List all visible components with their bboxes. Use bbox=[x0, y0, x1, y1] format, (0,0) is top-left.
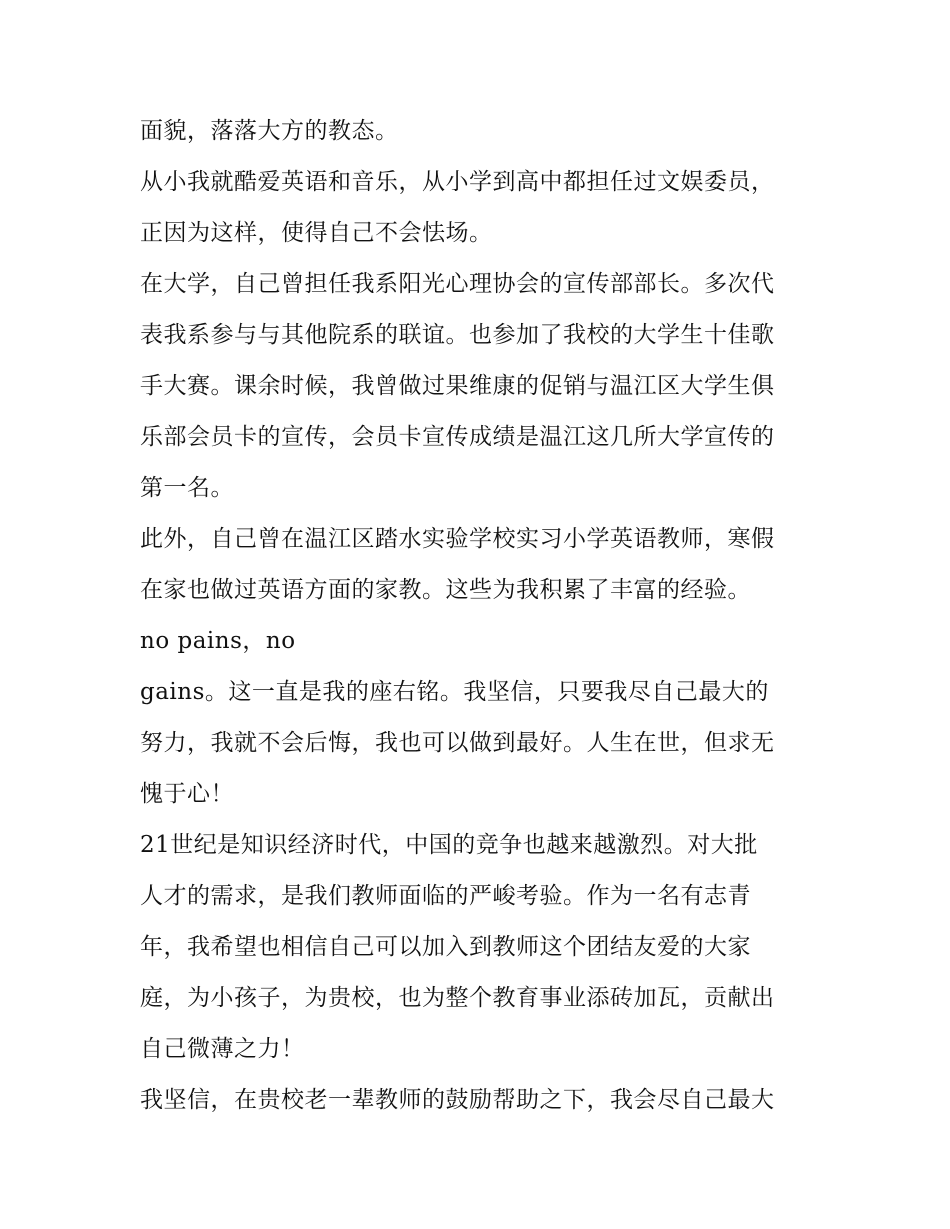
text-line: 手大赛。课余时候，我曾做过果维康的促销与温江区大学生俱 bbox=[140, 373, 775, 399]
text-line: 自己微薄之力！ bbox=[140, 1036, 305, 1062]
text-line: 面貌，落落大方的教态。 bbox=[140, 118, 399, 144]
text-line: gains。这一直是我的座右铭。我坚信，只要我尽自己最大的 bbox=[140, 679, 769, 705]
text-line: 愧于心！ bbox=[140, 781, 234, 807]
text-line: 正因为这样，使得自己不会怯场。 bbox=[140, 220, 493, 246]
text-line: 此外，自己曾在温江区踏水实验学校实习小学英语教师，寒假 bbox=[140, 526, 775, 552]
text-line: 在家也做过英语方面的家教。这些为我积累了丰富的经验。 bbox=[140, 577, 751, 603]
text-line: 我坚信，在贵校老一辈教师的鼓励帮助之下，我会尽自己最大 bbox=[140, 1087, 775, 1113]
text-line: 21世纪是知识经济时代，中国的竞争也越来越激烈。对大批 bbox=[140, 832, 758, 858]
text-line: 第一名。 bbox=[140, 475, 234, 501]
text-line: 从小我就酷爱英语和音乐，从小学到高中都担任过文娱委员， bbox=[140, 169, 775, 195]
text-line: 在大学，自己曾担任我系阳光心理协会的宣传部部长。多次代 bbox=[140, 271, 775, 297]
text-line: 表我系参与与其他院系的联谊。也参加了我校的大学生十佳歌 bbox=[140, 322, 775, 348]
text-line: 庭，为小孩子，为贵校，也为整个教育事业添砖加瓦，贡献出 bbox=[140, 985, 775, 1011]
text-line: 人才的需求，是我们教师面临的严峻考验。作为一名有志青 bbox=[140, 883, 751, 909]
body-text bbox=[140, 106, 820, 1126]
text-line: 努力，我就不会后悔，我也可以做到最好。人生在世，但求无 bbox=[140, 730, 775, 756]
text-line: 年，我希望也相信自己可以加入到教师这个团结友爱的大家 bbox=[140, 934, 751, 960]
text-line: 乐部会员卡的宣传，会员卡宣传成绩是温江这几所大学宣传的 bbox=[140, 424, 775, 450]
text-line: no pains，no bbox=[140, 628, 296, 654]
